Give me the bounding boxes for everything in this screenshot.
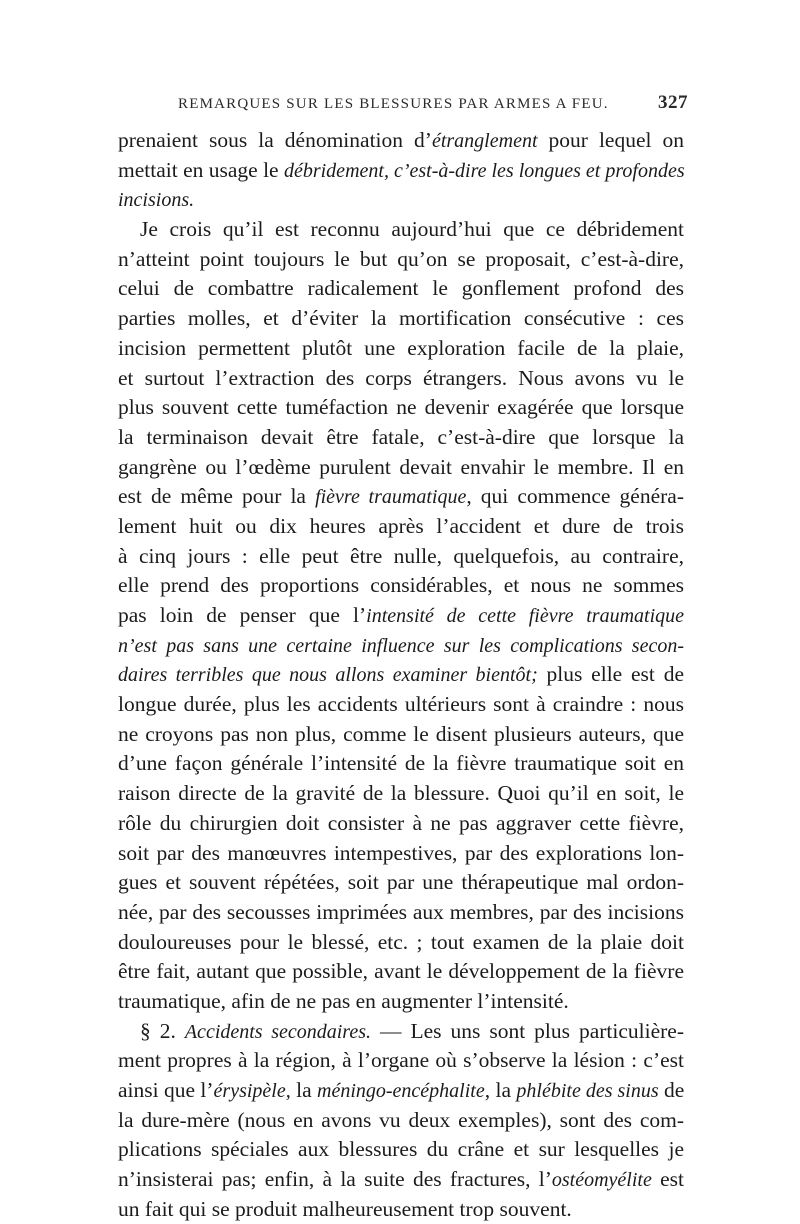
text-line (118, 245, 684, 275)
text-line (118, 749, 684, 779)
text-segment: être fait, autant que possible, avant le développement de la fièvre (118, 959, 684, 984)
page-number: 327 (658, 92, 688, 113)
body-text (118, 126, 684, 1224)
text-line (118, 1135, 684, 1165)
text-segment: pour lequel on (537, 128, 685, 152)
text-line (118, 156, 684, 186)
text-line (118, 423, 684, 453)
text-line (118, 304, 684, 334)
text-line (118, 779, 684, 809)
text-segment: et surtout l’extraction des corps étrangers. Nous avons vu le (118, 365, 684, 390)
text-line (118, 839, 684, 869)
text-line (118, 631, 684, 661)
text-segment: est de même pour la (118, 484, 316, 509)
text-segment: ne croyons pas non plus, comme le disent plusieurs auteurs, que (118, 721, 684, 746)
text-line (118, 809, 684, 839)
text-segment: à cinq jours : elle peut être nulle, quelquefois, au contraire, (118, 543, 684, 568)
text-segment: plus souvent cette tuméfaction ne devenir exagérée que lorsque (118, 395, 684, 420)
italic-text-segment: fièvre traumatique (315, 486, 467, 509)
text-line (118, 660, 684, 690)
text-segment: la terminaison devait être fatale, c’est-à-dire que lorsque la (118, 424, 684, 449)
text-segment: pas loin de penser que l’ (118, 603, 367, 627)
italic-text-segment: intensité de cette fièvre traumatique (366, 605, 684, 627)
text-segment: lement huit ou dix heures après l’accident et dure de trois (118, 513, 684, 538)
text-line (118, 957, 684, 987)
text-line (118, 898, 684, 928)
italic-text-segment: daires terribles que nous allons examiner bientôt; (118, 664, 538, 687)
text-line (118, 868, 684, 898)
text-line (118, 364, 684, 394)
text-segment: d’une façon générale l’intensité de la fièvre traumatique soit en (118, 751, 684, 776)
italic-text-segment: Accidents secondaires. (184, 1020, 371, 1043)
text-segment: un fait qui se produit malheureusement trop souvent. (118, 1196, 572, 1221)
text-segment: celui de combattre radicalement le gonflement profond des (118, 276, 684, 301)
text-segment: née, par des secousses imprimées aux membres, par des incisions (118, 899, 684, 924)
italic-text-segment: érysipèle, (213, 1080, 291, 1102)
italic-text-segment: ostéomyélite (551, 1169, 652, 1192)
text-line (118, 542, 684, 572)
text-segment: la (290, 1078, 318, 1102)
italic-text-segment: étranglement (431, 130, 538, 152)
text-line (118, 1046, 684, 1076)
text-segment: Je crois qu’il est reconnu aujourd’hui que ce débridement (140, 217, 684, 242)
text-line (118, 987, 684, 1017)
text-segment: la dure-mère (nous en avons vu deux exemples), sont des com- (118, 1107, 684, 1132)
text-line (118, 512, 684, 542)
text-segment: — Les uns sont plus particulière- (371, 1018, 685, 1043)
text-segment: n’insisterai pas; enfin, à la suite des fractures, l’ (118, 1167, 552, 1192)
text-segment: est (651, 1167, 684, 1192)
text-line (118, 1017, 684, 1047)
text-segment: gues et souvent répétées, soit par une thérapeutique mal ordon- (118, 870, 684, 895)
text-segment: , qui commence généra- (466, 484, 685, 509)
text-segment: prenaient sous la dénomination d’ (118, 128, 432, 152)
text-segment: longue durée, plus les accidents ultérieurs sont à craindre : nous (118, 692, 684, 717)
text-segment: soit par des manœuvres intempestives, par des explorations lon- (118, 840, 684, 865)
text-line (118, 601, 684, 631)
text-line (118, 453, 684, 483)
italic-text-segment: incisions. (118, 189, 195, 212)
text-line (118, 1165, 684, 1195)
text-segment: n’atteint point toujours le but qu’on se proposait, c’est-à-dire, (118, 246, 684, 271)
text-segment: parties molles, et d’éviter la mortification consécutive : ces (118, 306, 684, 331)
running-head-title: REMARQUES SUR LES BLESSURES PAR ARMES A FEU. (178, 96, 609, 112)
italic-text-segment: phlébite des sinus (516, 1080, 659, 1102)
text-segment: § 2. (140, 1018, 185, 1043)
text-segment: raison directe de la gravité de la blessure. Quoi qu’il en soit, le (118, 781, 684, 806)
text-segment: rôle du chirurgien doit consister à ne pas aggraver cette fièvre, (118, 810, 684, 835)
text-line (118, 185, 684, 215)
text-segment: elle prend des proportions considérables, et nous ne sommes (118, 573, 684, 598)
italic-text-segment: débridement, c’est-à-dire les longues et profondes (283, 159, 685, 182)
running-head (178, 92, 688, 116)
text-line (118, 274, 684, 304)
text-line (118, 126, 684, 156)
text-line (118, 690, 684, 720)
text-line (118, 928, 684, 958)
text-line (118, 1195, 684, 1224)
italic-text-segment: n’est pas sans une certaine influence sur les complications secon- (118, 634, 684, 657)
text-segment: ainsi que l’ (118, 1078, 214, 1102)
text-segment: douloureuses pour le blessé, etc. ; tout examen de la plaie doit (118, 929, 684, 954)
text-line (118, 393, 684, 423)
text-segment: traumatique, afin de ne pas en augmenter l’intensité. (118, 988, 569, 1013)
italic-text-segment: méningo-encéphalite (317, 1080, 485, 1102)
text-line (118, 720, 684, 750)
text-line (118, 215, 684, 245)
text-segment: de (658, 1078, 685, 1102)
text-line (118, 1076, 684, 1106)
text-segment: incision permettent plutôt une exploration facile de la plaie, (118, 335, 684, 360)
text-segment: ment propres à la région, à l’organe où s’observe la lésion : c’est (118, 1048, 684, 1073)
text-segment: plications spéciales aux blessures du crâne et sur lesquelles je (118, 1137, 684, 1162)
text-line (118, 334, 684, 364)
text-segment: gangrène ou l’œdème purulent devait envahir le membre. Il en (118, 454, 684, 479)
text-segment: , la (484, 1078, 517, 1102)
text-segment: plus elle est de (537, 662, 684, 687)
text-line (118, 1106, 684, 1136)
text-line (118, 482, 684, 512)
text-segment: mettait en usage le (118, 157, 284, 182)
text-line (118, 571, 684, 601)
